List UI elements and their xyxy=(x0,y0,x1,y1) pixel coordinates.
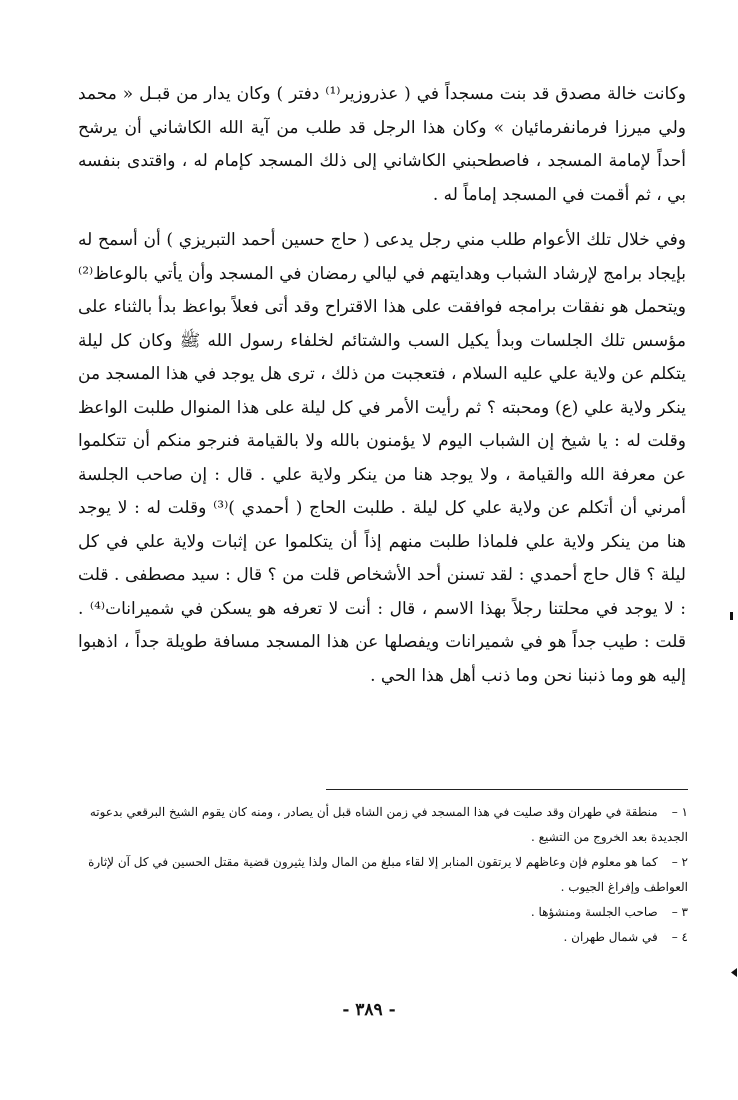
footnote-text: منطقة في طهران وقد صليت في هذا المسجد في زمن الشاه قبل أن يصادر ، ومنه كان يقوم الشيخ البرقعي بدعوته الجديدة بعد الخروج من التشيع . xyxy=(89,805,688,844)
footnote-1 xyxy=(78,800,688,850)
footnote-number: ٢ – xyxy=(671,855,688,869)
footnote-number: ٣ – xyxy=(671,905,688,919)
page-number: - ٣٨٩ - xyxy=(342,1000,396,1020)
footnote-2 xyxy=(78,850,688,900)
scan-edge-mark xyxy=(731,968,737,977)
paragraph-2: وفي خلال تلك الأعوام طلب مني رجل يدعى ( حاج حسين أحمد التبريزي ) أن أسمح له بإيجاد برامج لإرشاد الشباب وهدايتهم في ليالي رمضان في المسجد وأن يأتي بالوعاظ⁽²⁾ ويتحمل هو نفقات برامجه فوافقت على هذا الاقتراح وقد أتى فعلاً بواعظ بدأ بالثناء على مؤسس تلك الجلسات وبدأ يكيل السب والشتائم لخلفاء رسول الله ﷺ وكان كل ليلة يتكلم عن ولاية علي عليه السلام ، فتعجبت من ذلك ، ترى هل يوجد في هذا المسجد من ينكر ولاية علي (ع) ومحبته ؟ ثم رأيت الأمر في كل ليلة على هذا المنوال طلبت الواعظ وقلت له : يا شيخ إن الشباب اليوم لا يؤمنون بالله ولا بالقيامة فنرجو منكم أن تتكلموا عن معرفة الله والقيامة ، ولا يوجد هنا من ينكر ولاية علي . قال : إن صاحب الجلسة أمرني أن أتكلم عن ولاية علي كل ليلة . طلبت الحاج ( أحمدي )⁽³⁾ وقلت له : لا يوجد هنا من ينكر ولاية علي فلماذا طلبت منهم إذاً أن يتكلموا عن إثبات ولاية علي في كل ليلة ؟ قال حاج أحمدي : لقد تسنن أحد الأشخاص قلت من ؟ قال : سيد مصطفى . قلت : لا يوجد في محلتنا رجلاً بهذا الاسم ، قال : أنت لا تعرفه هو يسكن في شميرانات⁽⁴⁾ . قلت : طيب جداً هو في شميرانات ويفصلها عن هذا المسجد مسافة طويلة جداً ، اذهبوا إليه هو وما ذنبنا نحن وما ذنب أهل هذا الحي . xyxy=(78,230,686,686)
footnotes xyxy=(78,800,688,950)
footnote-number: ١ – xyxy=(671,805,688,819)
footnote-3 xyxy=(78,900,688,925)
footnote-text: في شمال طهران . xyxy=(563,930,658,944)
footnote-separator xyxy=(326,789,688,790)
scan-edge-mark xyxy=(730,612,733,620)
main-text xyxy=(78,78,686,693)
footnote-text: كما هو معلوم فإن وعاظهم لا يرتقون المنابر إلا لقاء مبلغ من المال ولذا يثيرون قضية مقتل الحسين في كل آن لإثارة العواطف وإفراغ الجيوب . xyxy=(88,855,688,894)
footnote-number: ٤ – xyxy=(671,930,688,944)
paragraph-1: وكانت خالة مصدق قد بنت مسجداً في ( عذروزير⁽¹⁾ دفتر ) وكان يدار من قبـل « محمد ولي ميرزا فرمانفرمائيان » وكان هذا الرجل قد طلب من آية الله الكاشاني أن يرشح أحداً لإمامة المسجد ، فاصطحبني الكاشاني إلى ذلك المسجد كإمام له ، واقتدى بنفسه بي ، ثم أقمت في المسجد إماماً له . xyxy=(78,84,686,205)
footnote-text: صاحب الجلسة ومنشؤها . xyxy=(530,905,658,919)
footnote-4 xyxy=(78,925,688,950)
